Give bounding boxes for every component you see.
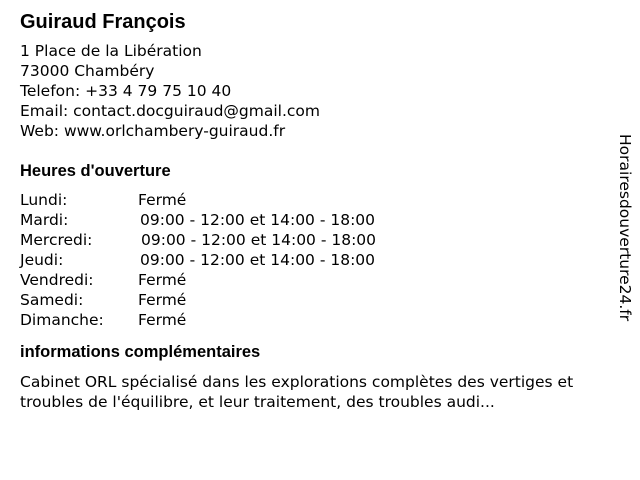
day-label: Mardi: bbox=[20, 211, 69, 229]
hours-row-dimanche bbox=[20, 310, 600, 330]
info-description: Cabinet ORL spécialisé dans les explorations complètes des vertiges et troubles de l'équilibre, et leur traitement, des troubles audi... bbox=[20, 373, 574, 411]
phone-line: Telefon: +33 4 79 75 10 40 bbox=[20, 82, 232, 100]
day-hours: Fermé bbox=[138, 311, 187, 329]
hours-row-mercredi bbox=[20, 230, 600, 250]
day-label: Lundi: bbox=[20, 191, 68, 209]
day-hours: 09:00 - 12:00 et 14:00 - 18:00 bbox=[141, 231, 377, 249]
hours-row-jeudi bbox=[20, 250, 600, 270]
day-label: Vendredi: bbox=[20, 271, 94, 289]
day-hours: 09:00 - 12:00 et 14:00 - 18:00 bbox=[140, 211, 376, 229]
business-card bbox=[20, 10, 600, 412]
web-line: Web: www.orlchambery-guiraud.fr bbox=[20, 122, 286, 140]
day-hours: Fermé bbox=[138, 291, 187, 309]
hours-row-samedi bbox=[20, 290, 600, 310]
day-hours: Fermé bbox=[138, 271, 187, 289]
address-city: 73000 Chambéry bbox=[20, 62, 155, 80]
day-label: Dimanche: bbox=[20, 311, 104, 329]
hours-row-lundi bbox=[20, 190, 600, 210]
hours-table bbox=[20, 190, 600, 330]
address-street: 1 Place de la Libération bbox=[20, 42, 202, 60]
day-hours: Fermé bbox=[138, 191, 187, 209]
hours-row-mardi bbox=[20, 210, 600, 230]
email-line: Email: contact.docguiraud@gmail.com bbox=[20, 102, 321, 120]
business-name: Guiraud François bbox=[20, 11, 186, 33]
day-label: Mercredi: bbox=[20, 231, 93, 249]
day-label: Samedi: bbox=[20, 291, 84, 309]
day-hours: 09:00 - 12:00 et 14:00 - 18:00 bbox=[140, 251, 376, 269]
site-watermark: Horairesdouverture24.fr bbox=[616, 134, 634, 322]
hours-title: Heures d'ouverture bbox=[20, 162, 171, 180]
day-label: Jeudi: bbox=[20, 251, 64, 269]
hours-row-vendredi bbox=[20, 270, 600, 290]
info-title: informations complémentaires bbox=[20, 343, 261, 361]
